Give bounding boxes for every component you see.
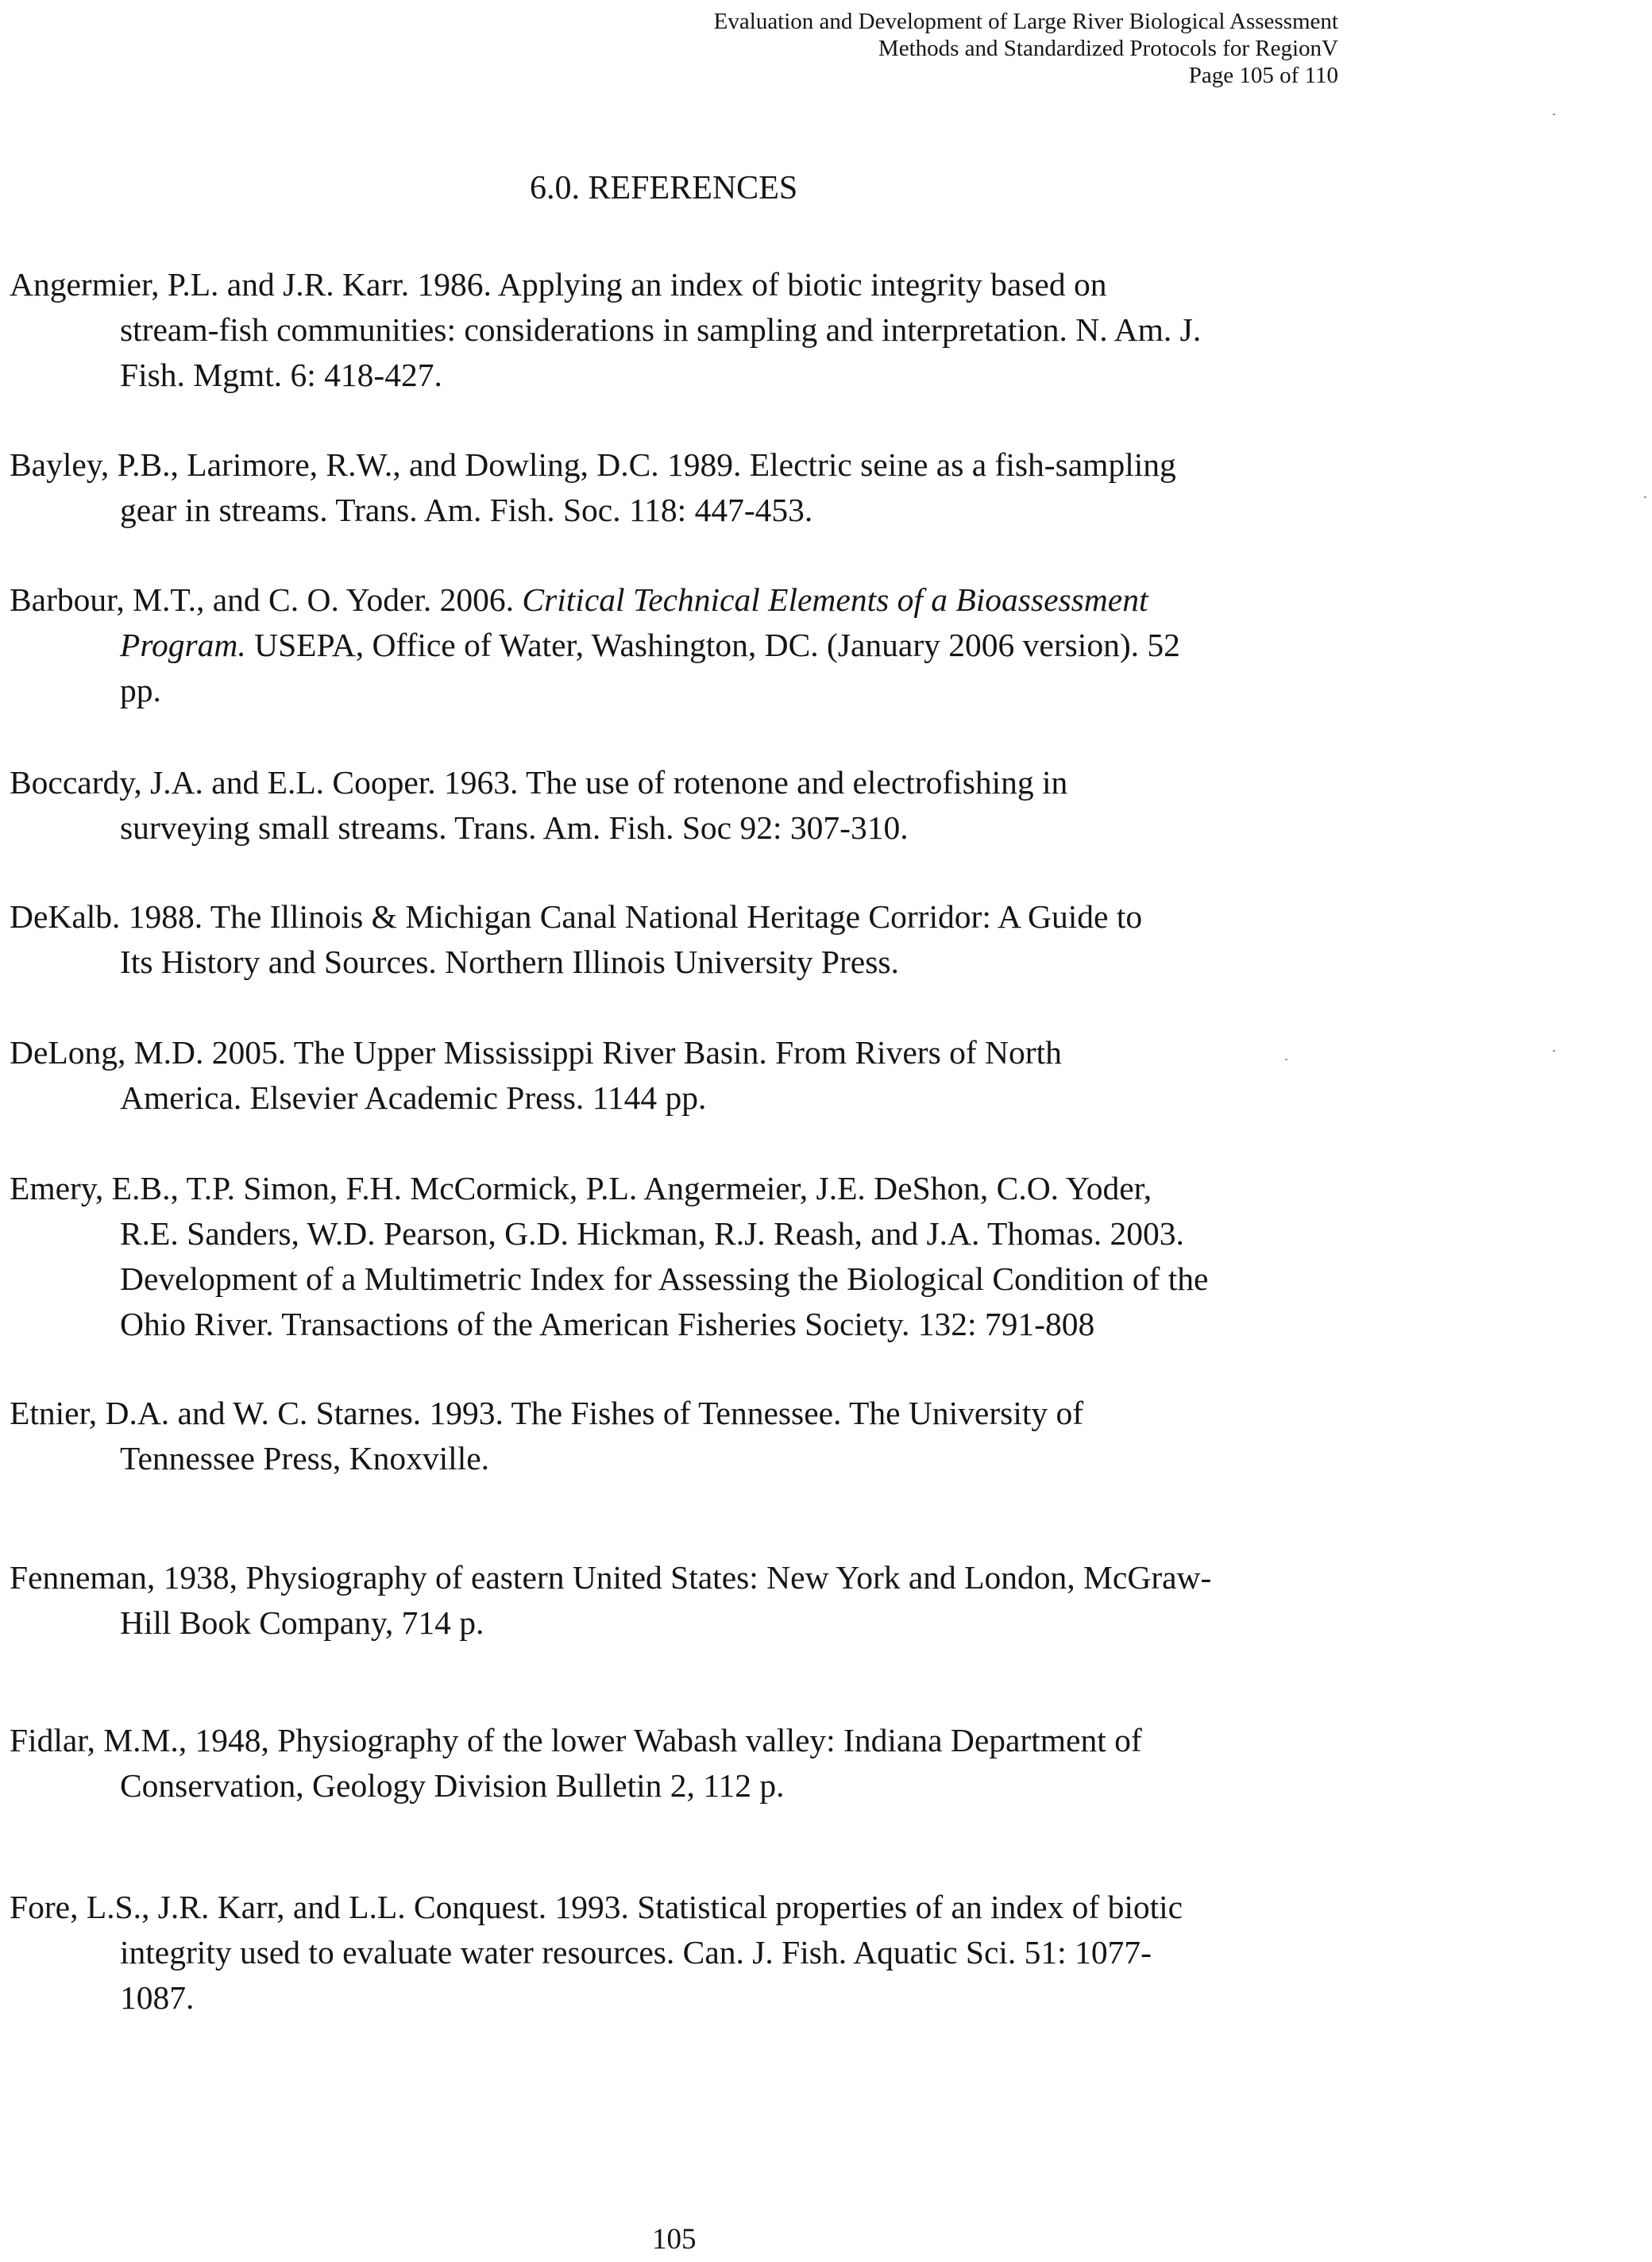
reference-barbour-2006	[10, 577, 1328, 713]
reference-line	[10, 577, 1328, 623]
reference-emery-2003	[10, 1166, 1328, 1347]
header-page-count: Page 105 of 110	[1188, 63, 1338, 88]
reference-line: DeKalb. 1988. The Illinois & Michigan Canal National Heritage Corridor: A Guide to	[10, 898, 1143, 935]
reference-line: Conservation, Geology Division Bulletin 2, 112 p.	[120, 1767, 785, 1804]
reference-authors-year: Barbour, M.T., and C. O. Yoder. 2006.	[10, 581, 523, 618]
page-number: 105	[652, 2223, 697, 2256]
reference-etnier-1993	[10, 1391, 1328, 1481]
reference-line: Emery, E.B., T.P. Simon, F.H. McCormick, P.L. Angermeier, J.E. DeShon, C.O. Yoder,	[10, 1170, 1152, 1206]
scan-speck	[1553, 1050, 1555, 1052]
reference-line: Tennessee Press, Knoxville.	[120, 1440, 490, 1476]
reference-fore-1993	[10, 1885, 1328, 2021]
reference-line: America. Elsevier Academic Press. 1144 pp.	[120, 1079, 707, 1116]
page-header	[714, 8, 1338, 89]
reference-boccardy-1963	[10, 760, 1328, 851]
reference-title-italic: Critical Technical Elements of a Bioassessment	[522, 581, 1148, 618]
reference-line: Fore, L.S., J.R. Karr, and L.L. Conquest. 1993. Statistical properties of an index of biotic	[10, 1889, 1183, 1925]
scan-speck	[1553, 114, 1555, 115]
reference-line: gear in streams. Trans. Am. Fish. Soc. 118: 447-453.	[120, 492, 813, 528]
reference-bayley-1989	[10, 442, 1328, 533]
header-subtitle-line: Methods and Standardized Protocols for RegionV	[878, 36, 1338, 61]
reference-line: R.E. Sanders, W.D. Pearson, G.D. Hickman, R.J. Reash, and J.A. Thomas. 2003.	[120, 1215, 1184, 1252]
reference-angermier-1986	[10, 262, 1328, 398]
reference-line: Fenneman, 1938, Physiography of eastern United States: New York and London, McGraw-	[10, 1559, 1212, 1596]
reference-publisher: USEPA, Office of Water, Washington, DC. (January 2006 version). 52	[245, 627, 1180, 663]
reference-line: stream-fish communities: considerations in sampling and interpretation. N. Am. J.	[120, 311, 1202, 348]
reference-line: Hill Book Company, 714 p.	[120, 1604, 484, 1641]
reference-line: DeLong, M.D. 2005. The Upper Mississippi River Basin. From Rivers of North	[10, 1034, 1062, 1071]
reference-dekalb-1988	[10, 894, 1328, 985]
section-title: 6.0. REFERENCES	[530, 170, 798, 207]
reference-fenneman-1938	[10, 1555, 1328, 1646]
reference-line: integrity used to evaluate water resources. Can. J. Fish. Aquatic Sci. 51: 1077-	[120, 1934, 1152, 1971]
reference-line: Angermier, P.L. and J.R. Karr. 1986. Applying an index of biotic integrity based on	[10, 266, 1107, 303]
reference-line: Its History and Sources. Northern Illinois University Press.	[120, 944, 899, 980]
reference-fidlar-1948	[10, 1718, 1328, 1808]
reference-delong-2005	[10, 1030, 1328, 1121]
reference-line: pp.	[120, 672, 161, 708]
reference-line: Development of a Multimetric Index for Assessing the Biological Condition of the	[120, 1260, 1209, 1297]
reference-line: Etnier, D.A. and W. C. Starnes. 1993. The Fishes of Tennessee. The University of	[10, 1395, 1084, 1431]
scan-speck	[1285, 1059, 1287, 1060]
reference-line: Fidlar, M.M., 1948, Physiography of the lower Wabash valley: Indiana Department of	[10, 1722, 1142, 1758]
scan-speck	[1644, 496, 1646, 498]
reference-line	[10, 623, 1328, 668]
reference-title-italic: Program.	[120, 627, 246, 663]
reference-line: Fish. Mgmt. 6: 418-427.	[120, 357, 442, 393]
reference-line: surveying small streams. Trans. Am. Fish. Soc 92: 307-310.	[120, 809, 909, 846]
reference-line: Ohio River. Transactions of the American Fisheries Society. 132: 791-808	[120, 1306, 1095, 1342]
reference-line: Bayley, P.B., Larimore, R.W., and Dowling, D.C. 1989. Electric seine as a fish-sampling	[10, 446, 1176, 483]
header-title-line: Evaluation and Development of Large River Biological Assessment	[713, 9, 1338, 34]
reference-line: 1087.	[120, 1979, 195, 2016]
reference-line: Boccardy, J.A. and E.L. Cooper. 1963. The use of rotenone and electrofishing in	[10, 764, 1068, 801]
